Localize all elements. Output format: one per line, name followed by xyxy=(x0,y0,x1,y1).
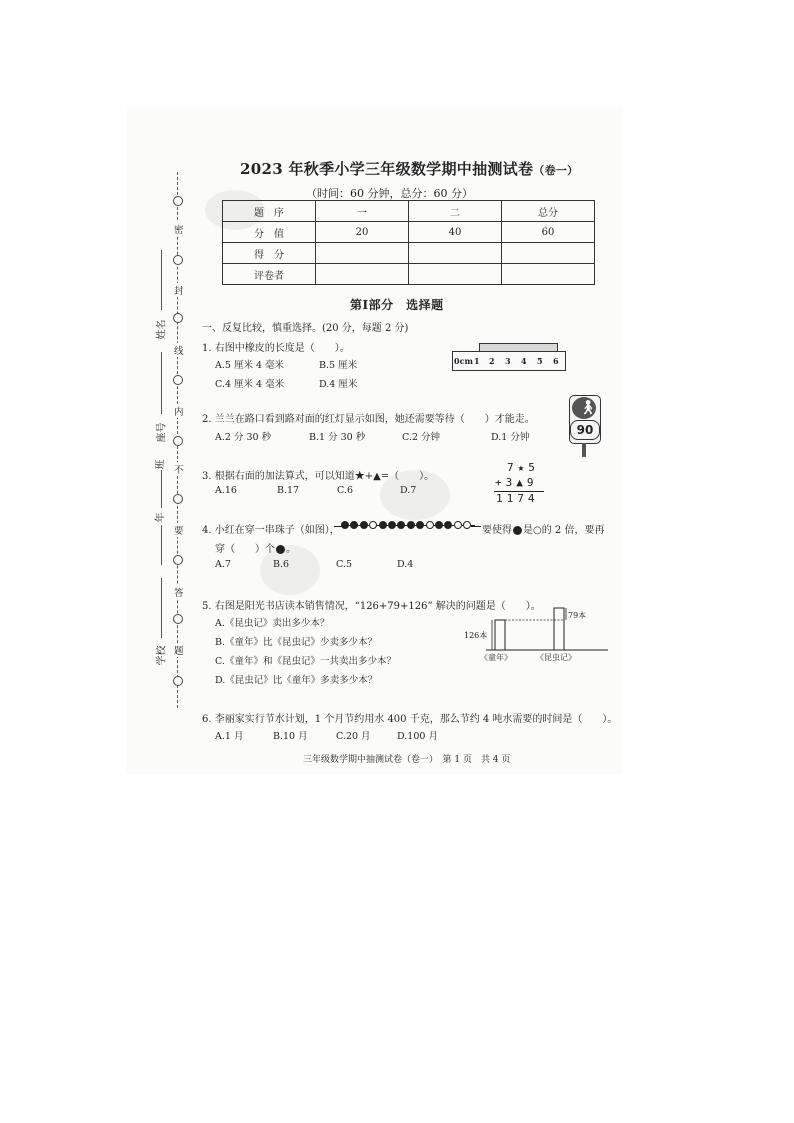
black-bead xyxy=(416,521,424,529)
question-1-option-c[interactable]: C.4 厘米 4 毫米 xyxy=(215,379,285,390)
question-2-option-c[interactable]: C.2 分钟 xyxy=(402,432,441,443)
black-bead xyxy=(379,521,387,529)
label-126: 126本 xyxy=(464,631,488,640)
exam-title-suffix: （卷一） xyxy=(533,164,579,177)
question-2-option-b[interactable]: B.1 分 30 秒 xyxy=(309,432,366,443)
question-1-stem: 1. 右图中橡皮的长度是（ ）。 xyxy=(202,343,350,354)
question-5-option-b[interactable]: B.《童年》比《昆虫记》少卖多少本？ xyxy=(215,637,378,648)
white-bead xyxy=(426,521,434,529)
question-6-option-a[interactable]: A.1 月 xyxy=(215,731,244,742)
question-6-stem: 6. 李丽家实行节水计划，1 个月节约用水 400 千克，那么节约 4 吨水需要的时间是（ ）。 xyxy=(202,714,618,725)
binding-char: 密 xyxy=(174,222,184,236)
question-3-option-d[interactable]: D.7 xyxy=(400,485,417,496)
question-6-option-d[interactable]: D.100 月 xyxy=(397,731,438,742)
table-cell: 40 xyxy=(409,222,502,243)
addition-result: 1174 xyxy=(496,492,539,505)
question-1-option-d[interactable]: D.4 厘米 xyxy=(319,379,358,390)
black-bead xyxy=(435,521,443,529)
question-4-option-d[interactable]: D.4 xyxy=(397,559,414,570)
bead-string xyxy=(341,520,475,530)
name-field-line[interactable] xyxy=(161,250,162,310)
black-bead-icon xyxy=(513,526,522,535)
table-cell: 一 xyxy=(316,201,409,222)
grade-field-label: 年 xyxy=(155,512,167,523)
question-4-option-c[interactable]: C.5 xyxy=(336,559,352,570)
name-field-label: 姓名 xyxy=(156,319,168,340)
question-4-stem-c-text: 是○的 2 倍，要再 xyxy=(523,525,605,536)
white-bead xyxy=(463,521,471,529)
seat-number-field-label: 座号 xyxy=(156,422,168,443)
question-3-option-c[interactable]: C.6 xyxy=(337,485,353,496)
white-bead xyxy=(454,521,462,529)
seat-number-field-line[interactable] xyxy=(161,352,162,414)
table-cell: 得 分 xyxy=(223,243,316,264)
black-bead xyxy=(341,521,349,529)
grader-input-cell[interactable] xyxy=(502,264,595,285)
table-cell: 20 xyxy=(316,222,409,243)
tongnian-bar xyxy=(495,620,505,650)
ruler-label: 1 xyxy=(474,356,480,366)
ruler-label: 4 xyxy=(521,356,527,366)
binding-char: 封 xyxy=(174,283,184,297)
label-79: 79本 xyxy=(568,611,587,620)
class-field-line[interactable] xyxy=(161,470,162,508)
question-4-stem-b xyxy=(482,521,604,536)
score-input-cell[interactable] xyxy=(502,243,595,264)
binding-char: 答 xyxy=(174,585,184,599)
bead-string-right xyxy=(471,526,481,527)
black-bead xyxy=(350,521,358,529)
binding-hole xyxy=(173,313,183,323)
question-4-stem-d xyxy=(215,540,296,555)
book-label-tongnian: 《童年》 xyxy=(480,653,512,662)
question-1-option-b[interactable]: B.5 厘米 xyxy=(319,360,358,371)
black-bead-icon xyxy=(276,545,285,554)
question-5-option-d[interactable]: D.《昆虫记》比《童年》多卖多少本？ xyxy=(215,675,378,686)
binding-char: 要 xyxy=(174,523,184,537)
question-6-option-c[interactable]: C.20 月 xyxy=(336,731,371,742)
binding-hole xyxy=(173,676,183,686)
exam-title xyxy=(240,158,578,179)
ruler-label: 5 xyxy=(537,356,543,366)
binding-hole xyxy=(173,436,183,446)
table-cell: 评卷者 xyxy=(223,264,316,285)
class-field-label: 班 xyxy=(155,459,167,470)
question-3-option-a[interactable]: A.16 xyxy=(215,485,237,496)
school-field-label: 学校 xyxy=(156,645,168,666)
binding-hole xyxy=(173,614,183,624)
question-4-stem-a: 4. 小红在穿一串珠子（如图）， xyxy=(202,525,340,536)
table-row xyxy=(223,243,595,264)
table-row xyxy=(223,222,595,243)
binding-char: 题 xyxy=(174,643,184,657)
grader-input-cell[interactable] xyxy=(316,264,409,285)
question-4-stem-b-text: 要使得 xyxy=(482,525,512,536)
ruler-label: 3 xyxy=(505,356,511,366)
question-4-option-a[interactable]: A.7 xyxy=(215,559,231,570)
question-2-option-a[interactable]: A.2 分 30 秒 xyxy=(215,432,272,443)
page-footer: 三年级数学期中抽测试卷（卷一） 第 1 页 共 4 页 xyxy=(303,755,511,765)
grade-field-line[interactable] xyxy=(161,525,162,565)
binding-hole xyxy=(173,494,183,504)
question-4-stem-d-text: 穿（ ）个 xyxy=(215,544,275,555)
binding-hole xyxy=(173,255,183,265)
binding-hole xyxy=(173,375,183,385)
binding-char: 线 xyxy=(174,343,184,357)
black-bead xyxy=(388,521,396,529)
question-4-stem-e-text: 。 xyxy=(286,544,296,555)
black-bead xyxy=(407,521,415,529)
ruler-label: 6 xyxy=(553,356,559,366)
question-2-option-d[interactable]: D.1 分钟 xyxy=(491,432,530,443)
question-5-stem: 5. 右图是阳光书店读本销售情况，“126+79+126” 解决的问题是（ ）。 xyxy=(202,601,541,612)
countdown-display: 90 xyxy=(570,420,600,440)
ruler-label: 0cm xyxy=(454,356,473,366)
question-5-option-c[interactable]: C.《童年》和《昆虫记》一共卖出多少本？ xyxy=(215,656,396,667)
binding-hole xyxy=(173,196,183,206)
score-input-cell[interactable] xyxy=(316,243,409,264)
table-row xyxy=(223,201,595,222)
part-heading: 一、反复比较，慎重选择。(20 分，每题 2 分) xyxy=(202,323,409,334)
addition-row-2: +3▲9 xyxy=(495,476,538,489)
table-cell: 分 值 xyxy=(223,222,316,243)
table-cell: 二 xyxy=(409,201,502,222)
section-title: 第Ⅰ部分 选择题 xyxy=(350,298,444,312)
exam-subtitle: （时间：60 分钟，总分：60 分） xyxy=(306,187,473,200)
book-label-kunchongji: 《昆虫记》 xyxy=(536,653,576,662)
kunchongji-bar xyxy=(554,608,564,650)
question-4-option-b[interactable]: B.6 xyxy=(273,559,290,570)
ruler-label: 2 xyxy=(489,356,495,366)
grader-input-cell[interactable] xyxy=(409,264,502,285)
exam-title-main: 2023 年秋季小学三年级数学期中抽测试卷 xyxy=(240,160,534,178)
score-table xyxy=(222,200,595,285)
traffic-light-pole xyxy=(582,443,586,457)
black-bead xyxy=(397,521,405,529)
table-cell: 题 序 xyxy=(223,201,316,222)
question-3-stem: 3. 根据右面的加法算式，可以知道★+▲=（ ）。 xyxy=(202,471,435,482)
black-bead xyxy=(444,521,452,529)
school-field-line[interactable] xyxy=(161,578,162,638)
table-cell: 总分 xyxy=(502,201,595,222)
question-6-option-b[interactable]: B.10 月 xyxy=(273,731,308,742)
table-cell: 60 xyxy=(502,222,595,243)
binding-char: 不 xyxy=(174,462,184,476)
binding-char: 内 xyxy=(174,404,184,418)
pedestrian-icon: 🚶︎ xyxy=(579,400,597,416)
question-2-stem: 2. 兰兰在路口看到路对面的红灯显示如图，她还需要等待（ ）才能走。 xyxy=(202,414,535,425)
question-5-option-a[interactable]: A.《昆虫记》卖出多少本？ xyxy=(215,618,330,629)
question-1-option-a[interactable]: A.5 厘米 4 毫米 xyxy=(215,360,285,371)
book-sales-bar-figure xyxy=(464,600,610,664)
white-bead xyxy=(369,521,377,529)
addition-row-1: 7★5 xyxy=(507,461,539,474)
black-bead xyxy=(360,521,368,529)
score-input-cell[interactable] xyxy=(409,243,502,264)
binding-hole xyxy=(173,555,183,565)
question-3-option-b[interactable]: B.17 xyxy=(277,485,300,496)
table-row xyxy=(223,264,595,285)
